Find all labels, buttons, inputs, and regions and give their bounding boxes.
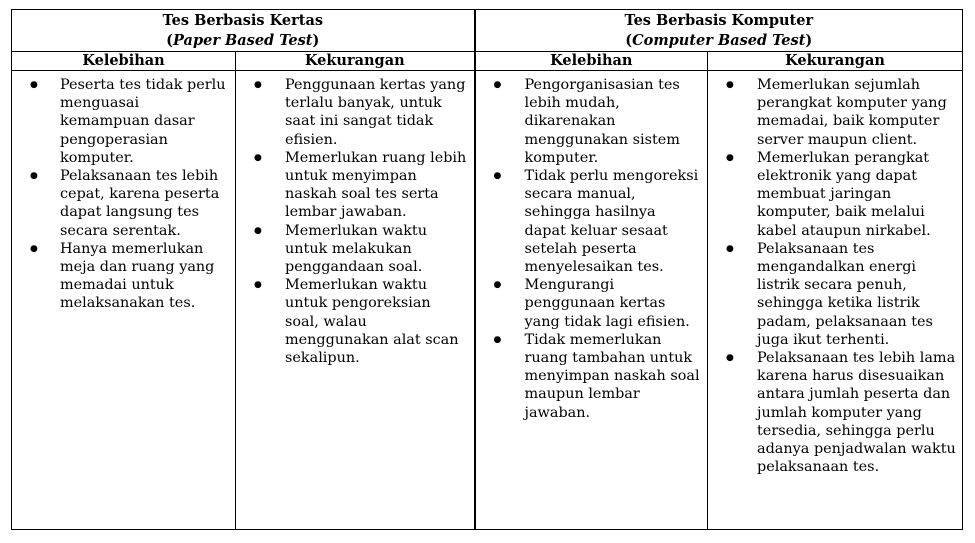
list-item: ● Tidak memerlukan ruang tambahan untuk menyimpan naskah soal maupun lembar jawaban. xyxy=(476,331,702,422)
paper-kelebihan-header: Kelebihan xyxy=(12,52,236,71)
list-item: ● Memerlukan ruang lebih untuk menyimpan naskah soal tes serta lembar jawaban. xyxy=(236,149,468,222)
computer-kekurangan-header: Kekurangan xyxy=(708,52,963,71)
list-item: ● Memerlukan sejumlah perangkat komputer yang memadai, baik komputer server maupun client. xyxy=(708,76,956,149)
list-item: ● Memerlukan waktu untuk melakukan penggandaan soal. xyxy=(236,222,468,277)
list-item: ● Pelaksanaan tes mengandalkan energi listrik secara penuh, sehingga ketika listrik padam, pelaksanaan tes juga ikut terhenti. xyxy=(708,240,956,349)
paper-subtitle: (Paper Based Test) xyxy=(166,32,320,49)
list-item: ● Pelaksanaan tes lebih lama karena harus disesuaikan antara jumlah peserta dan jumlah komputer yang tersedia, sehingga perlu adanya penjadwalan waktu pelaksanaan tes. xyxy=(708,349,956,476)
list-item: ● Penggunaan kertas yang terlalu banyak, untuk saat ini sangat tidak efisien. xyxy=(236,76,468,149)
list-item: ● Memerlukan waktu untuk pengoreksian soal, walau menggunakan alat scan sekalipun. xyxy=(236,276,468,367)
paper-kelebihan-cell xyxy=(12,71,236,530)
computer-kelebihan-list xyxy=(476,71,708,422)
paper-kekurangan-cell xyxy=(236,71,475,530)
computer-based-header xyxy=(475,10,963,52)
list-item: ● Pelaksanaan tes lebih cepat, karena peserta dapat langsung tes secara serentak. xyxy=(12,167,229,240)
computer-kelebihan-header: Kelebihan xyxy=(475,52,708,71)
list-item: ● Tidak perlu mengoreksi secara manual, sehingga hasilnya dapat keluar sesaat setelah peserta menyelesaikan tes. xyxy=(476,167,702,276)
computer-subtitle: (Computer Based Test) xyxy=(625,32,813,49)
paper-title: Tes Berbasis Kertas xyxy=(162,12,324,29)
list-item: ● Mengurangi penggunaan kertas yang tidak lagi efisien. xyxy=(476,276,702,331)
computer-kelebihan-cell xyxy=(475,71,708,530)
computer-title: Tes Berbasis Komputer xyxy=(624,12,814,29)
computer-kekurangan-list xyxy=(708,71,962,476)
paper-kelebihan-list xyxy=(12,71,235,313)
list-item: ● Pengorganisasian tes lebih mudah, dikarenakan menggunakan sistem komputer. xyxy=(476,76,702,167)
computer-kekurangan-cell xyxy=(708,71,963,530)
list-item: ● Memerlukan perangkat elektronik yang dapat membuat jaringan komputer, baik melalui kabel ataupun nirkabel. xyxy=(708,149,956,240)
paper-kekurangan-list xyxy=(236,71,474,367)
paper-kekurangan-header: Kekurangan xyxy=(236,52,475,71)
list-item: ● Peserta tes tidak perlu menguasai kemampuan dasar pengoperasian komputer. xyxy=(12,76,229,167)
paper-based-header xyxy=(12,10,475,52)
comparison-table xyxy=(11,9,963,530)
list-item: ● Hanya memerlukan meja dan ruang yang memadai untuk melaksanakan tes. xyxy=(12,240,229,313)
